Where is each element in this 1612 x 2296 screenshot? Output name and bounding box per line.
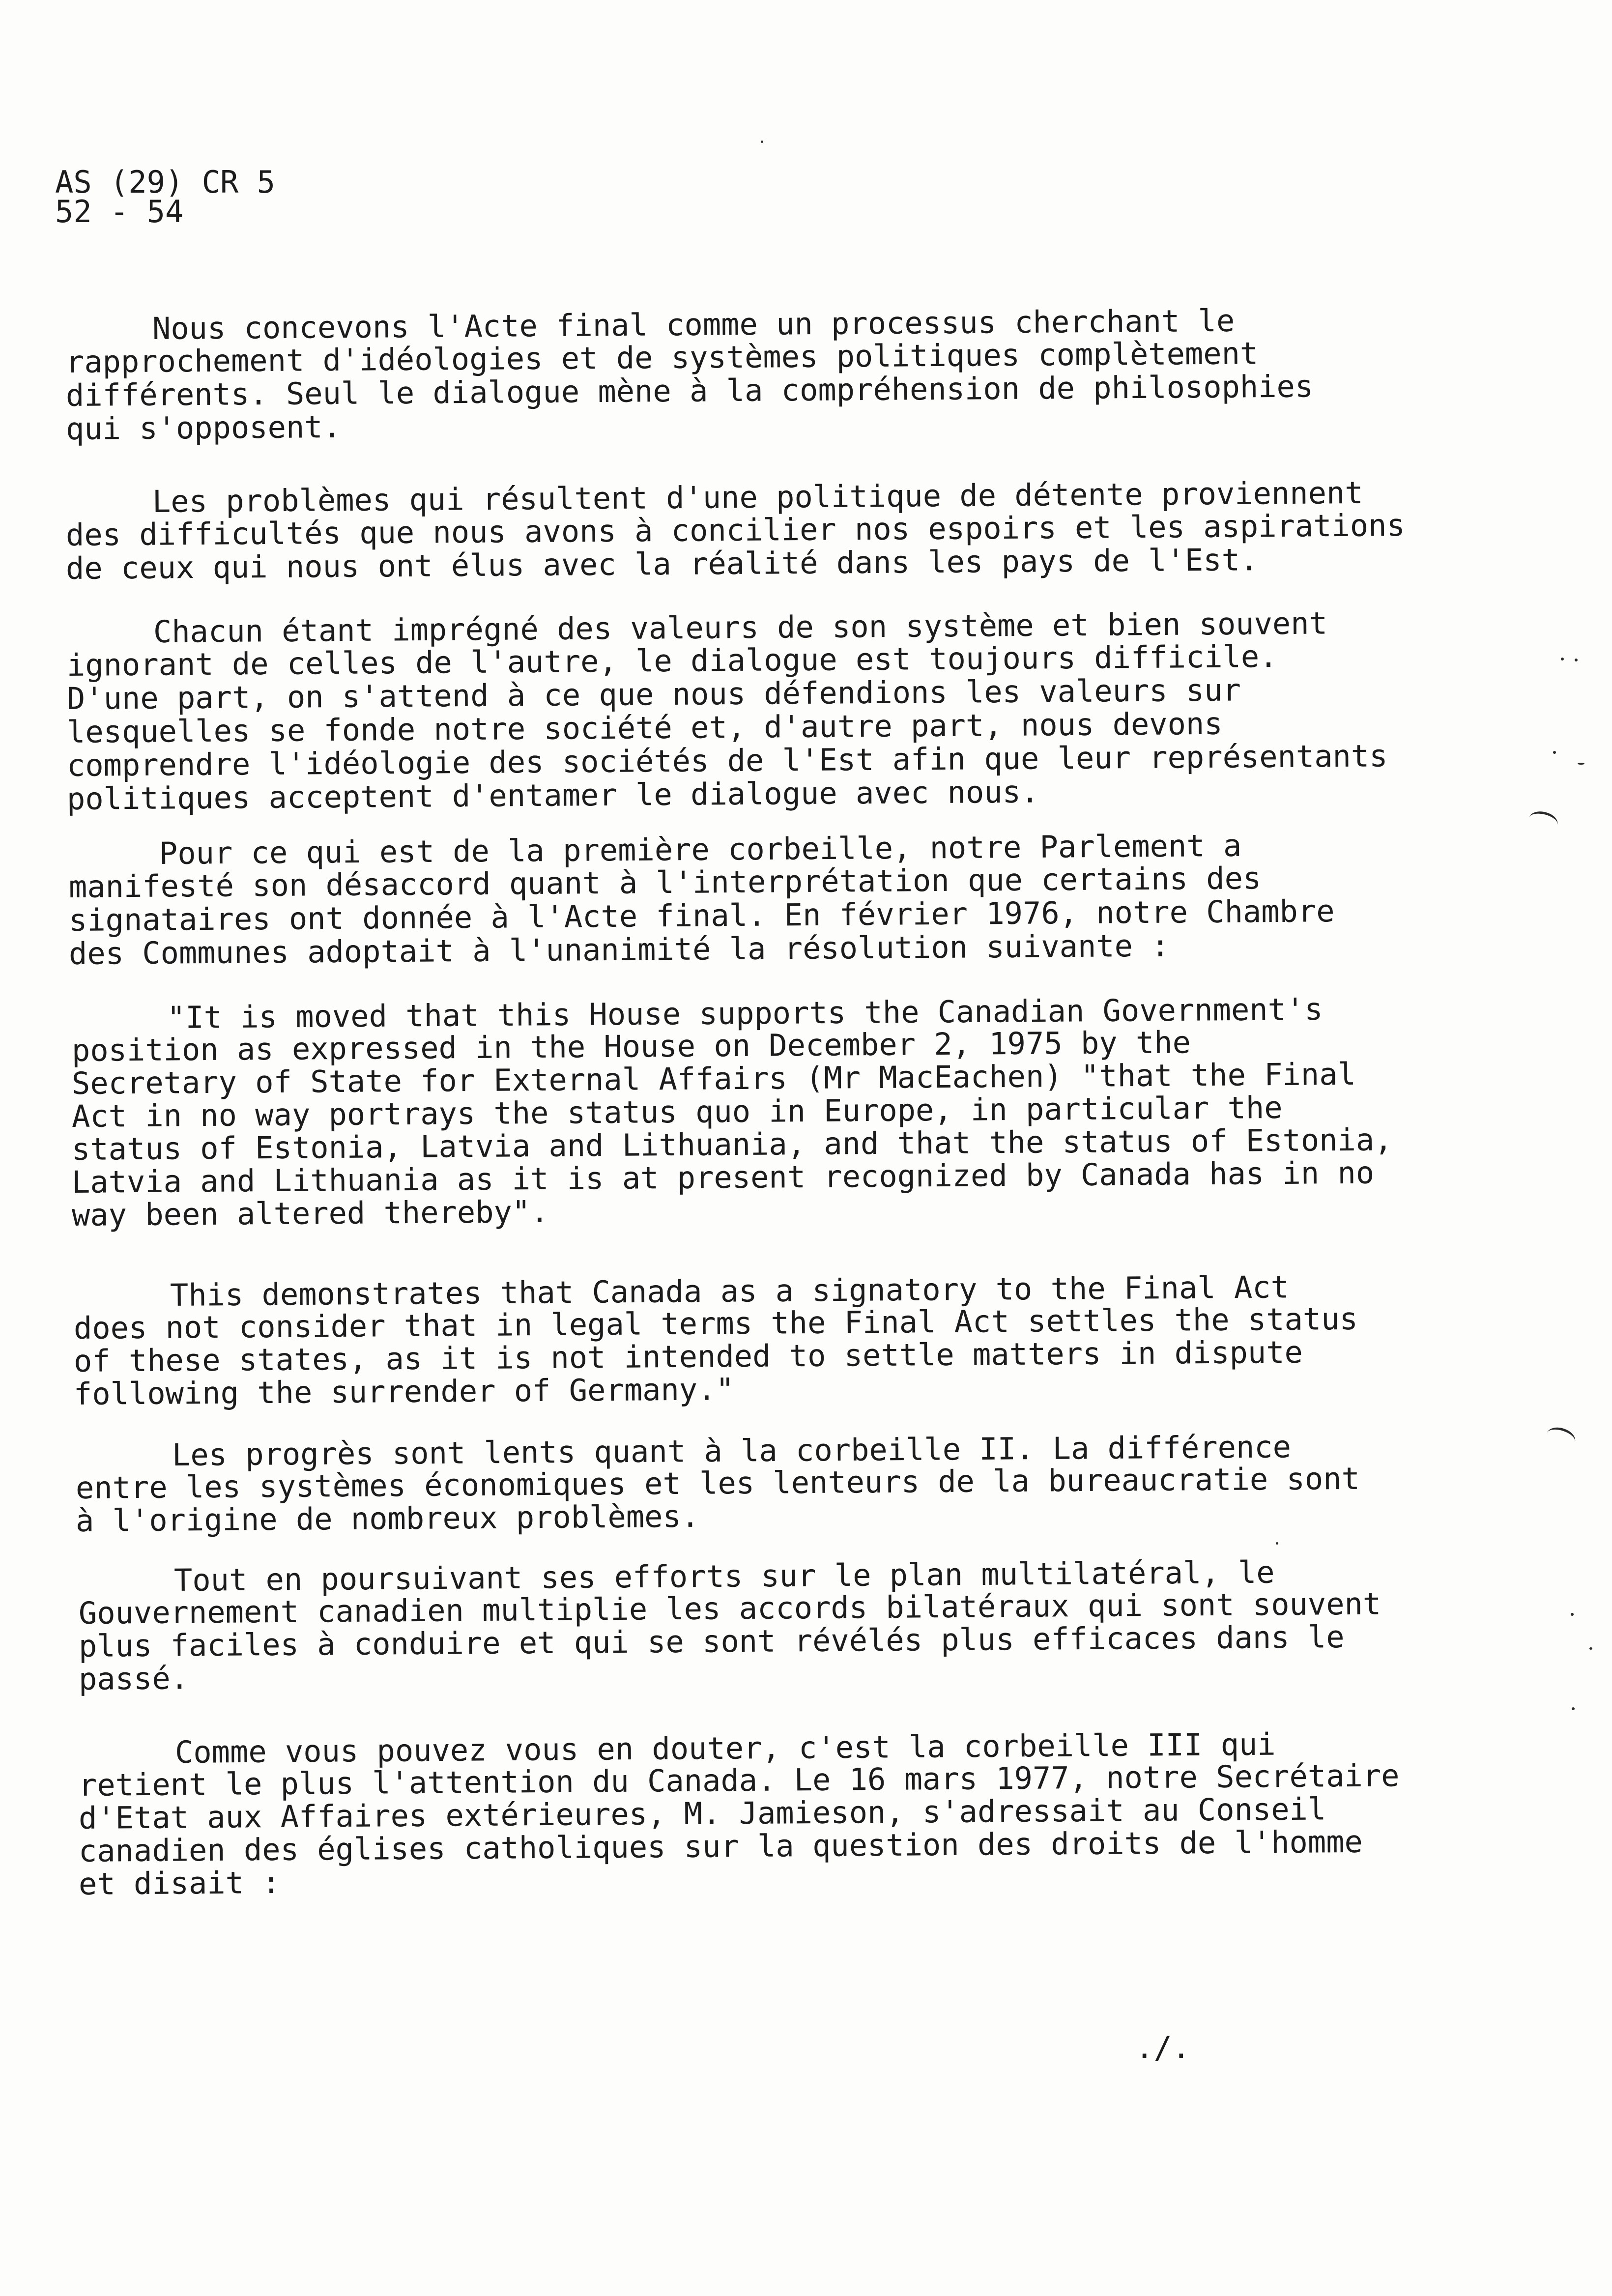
document-page-range: 52 - 54 <box>55 194 184 230</box>
text-line: manifesté son désaccord quant à l'interprétation que certains des <box>68 860 1262 905</box>
text-line: D'une part, on s'attend à ce que nous défendions les valeurs sur <box>66 672 1241 717</box>
text-line: ignorant de celles de l'autre, le dialogue est toujours difficile. <box>66 638 1278 683</box>
text-line: Les problèmes qui résultent d'une politique de détente proviennent <box>152 474 1363 519</box>
text-line: de ceux qui nous ont élus avec la réalité dans les pays de l'Est. <box>65 542 1259 586</box>
text-line: plus faciles à conduire et qui se sont révélés plus efficaces dans le <box>78 1619 1345 1664</box>
text-line: d'Etat aux Affaires extérieures, M. Jamieson, s'adressait au Conseil <box>78 1791 1326 1836</box>
text-line: Chacun étant imprégné des valeurs de son système et bien souvent <box>153 605 1328 650</box>
scan-mark <box>1526 808 1560 834</box>
text-line: à l'origine de nombreux problèmes. <box>75 1498 700 1539</box>
text-line: Latvia and Lithuania as it is at present recognized by Canada has in no <box>71 1154 1375 1200</box>
text-line: des Communes adoptait à l'unanimité la résolution suivante : <box>68 927 1170 972</box>
scan-speck <box>1571 1613 1574 1616</box>
text-line: rapprochement d'idéologies et de systèmes politiques complètement <box>65 335 1259 380</box>
scan-speck <box>1578 763 1584 765</box>
text-line: status of Estonia, Latvia and Lithuania, and that the status of Estonia, <box>71 1121 1393 1167</box>
text-line: différents. Seul le dialogue mène à la compréhension de philosophies <box>65 368 1314 413</box>
text-line: canadien des églises catholiques sur la question des droits de l'homme <box>78 1823 1363 1869</box>
scan-speck <box>1572 1707 1575 1710</box>
text-line: does not consider that in legal terms the Final Act settles the status <box>73 1300 1358 1346</box>
text-line: entre les systèmes économiques et les lenteurs de la bureaucratie sont <box>75 1460 1360 1506</box>
text-line: way been altered thereby". <box>71 1193 549 1233</box>
text-line: des difficultés que nous avons à concilier nos espoirs et les aspirations <box>65 507 1406 553</box>
text-line: Tout en poursuivant ses efforts sur le plan multilatéral, le <box>173 1554 1275 1598</box>
text-line: "It is moved that this House supports the Canadian Government's <box>167 991 1323 1035</box>
text-line: Nous concevons l'Acte final comme un processus cherchant le <box>152 302 1235 346</box>
scan-speck <box>761 141 763 143</box>
scan-speck <box>1553 751 1556 754</box>
text-line: comprendre l'idéologie des sociétés de l'Est afin que leur représentants <box>66 738 1388 783</box>
text-line: lesquelles se fonde notre société et, d'autre part, nous devons <box>66 705 1223 750</box>
text-line: qui s'opposent. <box>65 408 342 447</box>
text-line: Gouvernement canadien multiplie les accords bilatéraux qui sont souvent <box>78 1585 1382 1631</box>
text-line: of these states, as it is not intended to settle matters in dispute <box>73 1334 1303 1379</box>
text-line: politiques acceptent d'entamer le dialogue avec nous. <box>66 774 1039 817</box>
text-line: This demonstrates that Canada as a signatory to the Final Act <box>170 1269 1290 1313</box>
scan-mark <box>1544 1424 1578 1452</box>
text-line: passé. <box>78 1660 189 1697</box>
text-line: Pour ce qui est de la première corbeille, notre Parlement a <box>159 827 1242 871</box>
text-line: following the surrender of Germany." <box>73 1371 735 1412</box>
document-reference: AS (29) CR 5 <box>55 164 275 200</box>
text-line: retient le plus l'attention du Canada. Le 16 mars 1977, notre Secrétaire <box>78 1757 1400 1803</box>
scan-speck <box>1276 1542 1278 1545</box>
text-line: Secretary of State for External Affairs (Mr MacEachen) "that the Final <box>71 1056 1356 1101</box>
text-line: Les progrès sont lents quant à la corbeille II. La différence <box>172 1429 1292 1473</box>
scan-speck <box>1575 659 1578 661</box>
text-line: Act in no way portrays the status quo in Europe, in particular the <box>71 1089 1283 1134</box>
text-line: et disait : <box>78 1864 281 1902</box>
text-line: signataires ont donnée à l'Acte final. En février 1976, notre Chambre <box>68 893 1335 938</box>
scan-speck <box>1561 658 1564 660</box>
continuation-mark: ./. <box>1135 2030 1190 2066</box>
text-line: Comme vous pouvez vous en douter, c'est la corbeille III qui <box>174 1726 1276 1770</box>
scan-speck <box>1589 1647 1592 1650</box>
text-line: position as expressed in the House on December 2, 1975 by the <box>71 1024 1191 1068</box>
